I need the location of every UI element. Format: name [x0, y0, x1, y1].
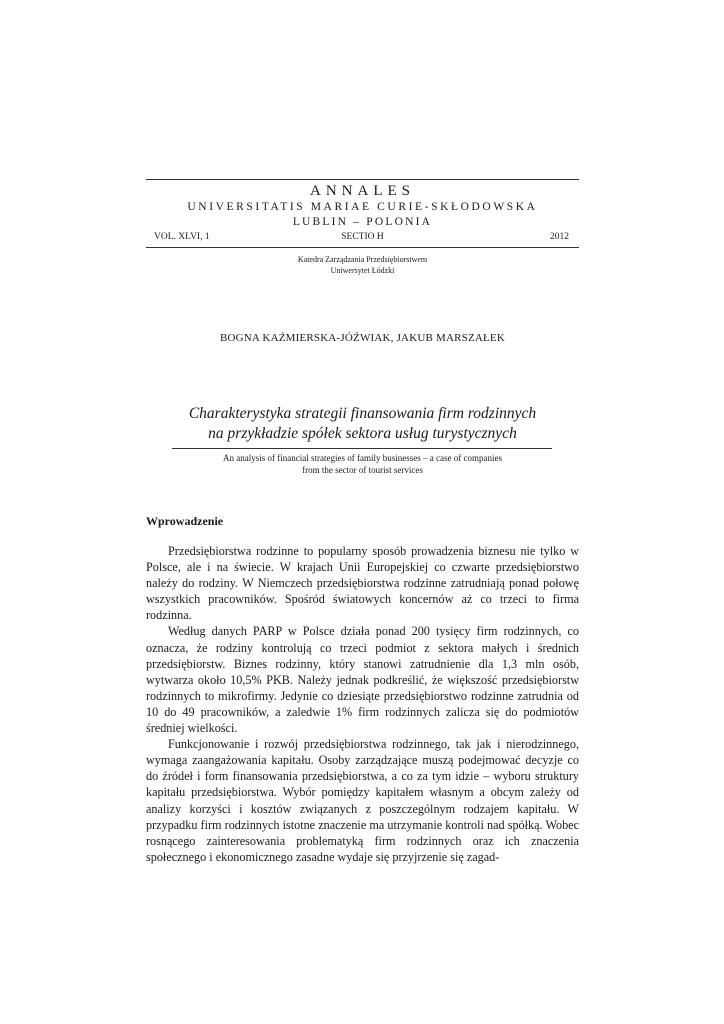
authors: BOGNA KAŹMIERSKA-JÓŹWIAK, JAKUB MARSZAŁEK: [219, 332, 506, 344]
section-label: SECTIO H: [341, 232, 384, 242]
affiliation-department: Katedra Zarządzania Przedsiębiorstwem: [297, 255, 428, 264]
year-label: 2012: [550, 232, 569, 242]
paragraph: Przedsiębiorstwa rodzinne to popularny sposób prowadzenia biznesu nie tylko w Polsce, ale i na świecie. W krajach Unii Europejskiej co czwarte przedsiębiorstwo należy do rodziny. W Niemczech przedsiębiorstwa rodzinne zatrudniają ponad połowę wszystkich pracowników. Spośród światowych koncernów aż co trzeci to firma rodzinna.: [146, 544, 579, 623]
section-heading: Wprowadzenie: [146, 514, 224, 528]
article-title-pl: [146, 404, 579, 444]
title-en-line-2: from the sector of tourist services: [302, 465, 423, 475]
affiliation-university: Uniwersytet Łódzki: [330, 266, 395, 275]
paragraph: Funkcjonowanie i rozwój przedsiębiorstwa rodzinnego, tak jak i nierodzinnego, wymaga zaangażowania kapitału. Osoby zarządzające muszą podejmować decyzje co do źródeł i form finansowania przedsiębiorstwa, a co za tym idzie – wyboru struktury kapitału przedsiębiorstwa. Wybór pomiędzy kapitałem własnym a obcym zależy od analizy korzyści i kosztów związanych z poszczególnym rodzajem kapitału. W przypadku firm rodzinnych istotne znaczenie ma utrzymanie kontroli nad spółką. Wobec rosnącego zainteresowania problematyką firm rodzinnych oraz ich znaczenia społecznego i ekonomicznego zasadne wydaje się przyjrzenie się zagad-: [146, 737, 579, 864]
article-title-en: [146, 452, 579, 476]
body-text: [146, 543, 579, 865]
title-pl-line-1: Charakterystyka strategii finansowania firm rodzinnych: [188, 405, 537, 422]
title-pl-line-2: na przykładzie spółek sektora usług turystycznych: [208, 425, 517, 442]
header-bottom-rule: [146, 247, 579, 248]
affiliation: [146, 254, 579, 276]
title-en-line-1: An analysis of financial strategies of family businesses – a case of companies: [223, 453, 502, 463]
volume-label: VOL. XLVI, 1: [154, 232, 210, 242]
journal-title: ANNALES: [310, 183, 415, 199]
header-top-rule: [146, 179, 579, 180]
journal-university: UNIVERSITATIS MARIAE CURIE-SKŁODOWSKA: [187, 201, 538, 213]
paragraph: Według danych PARP w Polsce działa ponad 200 tysięcy firm rodzinnych, co oznacza, że rodziny kontrolują co trzeci podmiot z sektora małych i średnich przedsiębiorstw. Biznes rodzinny, który stanowi zatrudnienie dla 1,3 mln osób, wytwarza około 10,5% PKB. Należy jednak podkreślić, że większość przedsiębiorstw rodzinnych to mikrofirmy. Jedynie co dziesiąte przedsiębiorstwo rodzinne zatrudnia od 10 do 49 pracowników, a zaledwie 1% firm rodzinnych zalicza się do podmiotów średniej wielkości.: [146, 624, 579, 736]
journal-city: LUBLIN – POLONIA: [292, 216, 433, 228]
title-rule: [172, 448, 552, 449]
